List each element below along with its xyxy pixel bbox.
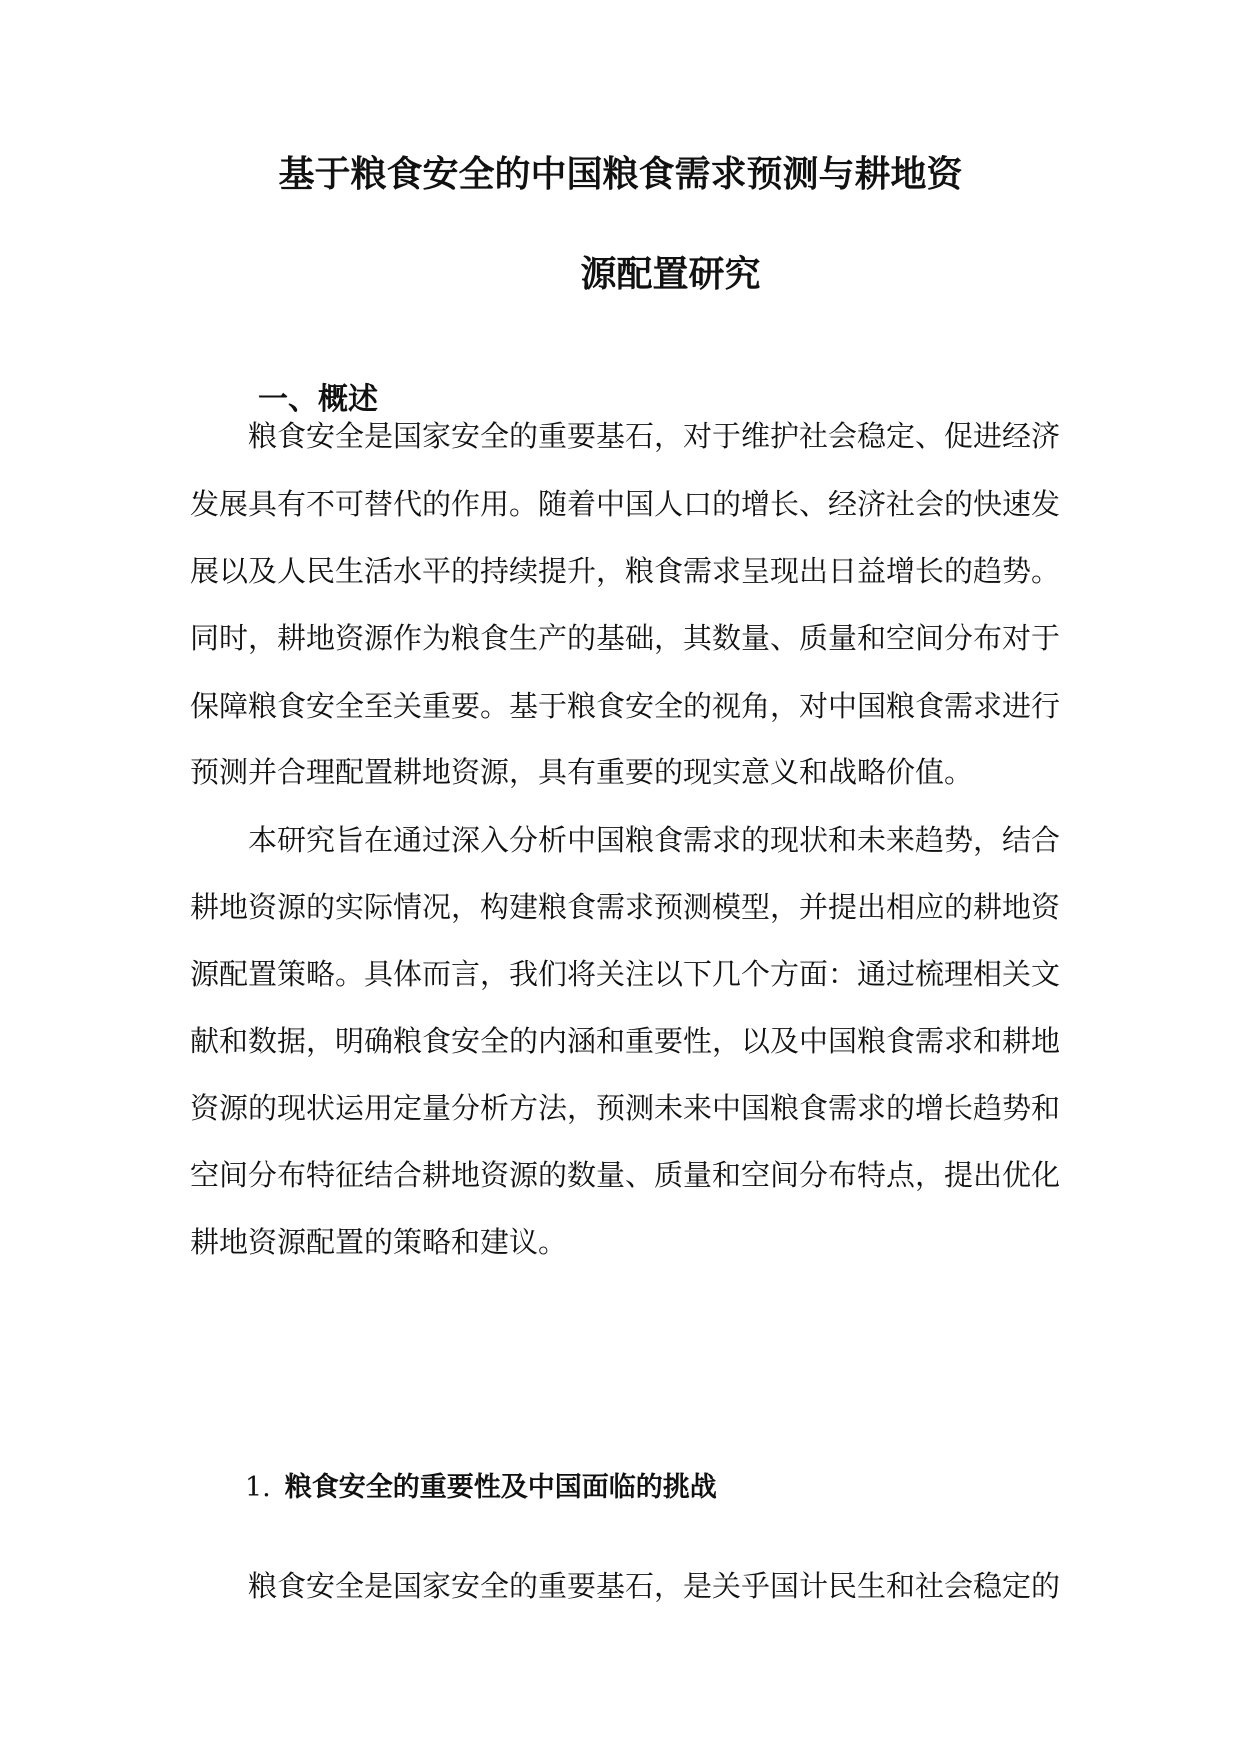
paragraph-2-line-5: 资源的现状运用定量分析方法，预测未来中国粮食需求的增长趋势和 [190, 1091, 1061, 1125]
section-heading-overview: 一、概述 [258, 382, 378, 417]
paragraph-2-line-3: 源配置策略。具体而言，我们将关注以下几个方面：通过梳理相关文 [190, 957, 1061, 991]
paragraph-2-line-1: 本研究旨在通过深入分析中国粮食需求的现状和未来趋势，结合 [248, 823, 1061, 857]
paragraph-2-line-6: 空间分布特征结合耕地资源的数量、质量和空间分布特点，提出优化 [190, 1158, 1061, 1192]
paragraph-1-line-6: 预测并合理配置耕地资源，具有重要的现实意义和战略价值。 [190, 755, 974, 789]
document-title-line-2: 源配置研究 [580, 254, 761, 295]
paragraph-2-line-4: 献和数据，明确粮食安全的内涵和重要性，以及中国粮食需求和耕地 [190, 1024, 1061, 1058]
paragraph-2-line-2: 耕地资源的实际情况，构建粮食需求预测模型，并提出相应的耕地资 [190, 890, 1061, 924]
paragraph-1-line-2: 发展具有不可替代的作用。随着中国人口的增长、经济社会的快速发 [190, 487, 1061, 521]
paragraph-1-line-1: 粮食安全是国家安全的重要基石，对于维护社会稳定、促进经济 [248, 419, 1061, 453]
paragraph-1-line-4: 同时，耕地资源作为粮食生产的基础，其数量、质量和空间分布对于 [190, 621, 1061, 655]
subheading-1 [245, 1470, 717, 1506]
paragraph-2-line-7: 耕地资源配置的策略和建议。 [190, 1225, 568, 1259]
paragraph-1-line-5: 保障粮食安全至关重要。基于粮食安全的视角，对中国粮食需求进行 [190, 689, 1061, 723]
subheading-number: 1. [245, 1472, 271, 1503]
paragraph-3-line-1: 粮食安全是国家安全的重要基石，是关乎国计民生和社会稳定的 [248, 1569, 1061, 1603]
paragraph-1-line-3: 展以及人民生活水平的持续提升，粮食需求呈现出日益增长的趋势。 [190, 554, 1061, 588]
subheading-text: 粮食安全的重要性及中国面临的挑战 [284, 1472, 717, 1503]
document-title-line-1: 基于粮食安全的中国粮食需求预测与耕地资 [278, 154, 963, 195]
